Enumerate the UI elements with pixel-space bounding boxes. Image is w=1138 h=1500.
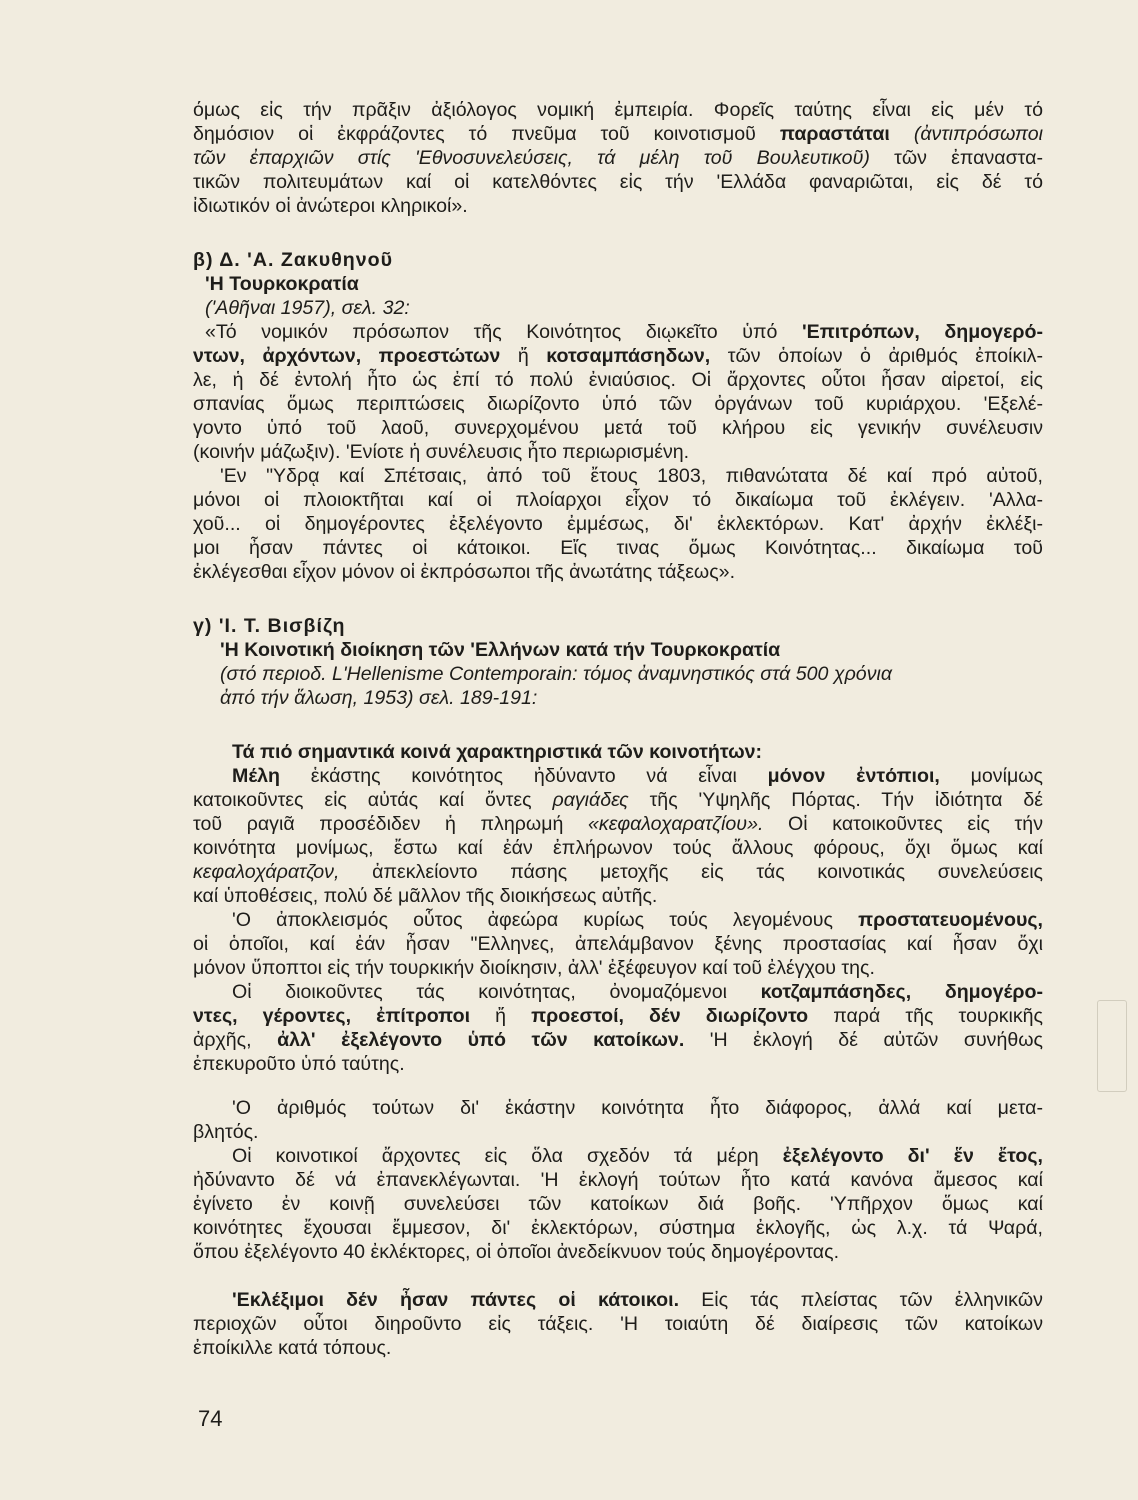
text-line: Οἱ διοικοῦντες τάς κοινότητας, ὀνομαζόμενοι κοτζαμπάσηδες, δημογέρο- [232, 981, 1043, 1003]
text-line: κοινότητα μονίμως, ἔστω καί ἐάν ἐπλήρωνον τούς ἄλλους φόρους, ὄχι ὅμως καί [193, 837, 1043, 859]
text-line: μόνοι οἱ πλοιοκτῆται καί οἱ πλοίαρχοι εἶχον τό δικαίωμα τοῦ ἐκλέγειν. 'Αλλα- [193, 489, 1043, 511]
work-title: 'Η Τουρκοκρατία [205, 273, 359, 295]
work-citation: (στό περιοδ. L'Hellenisme Contemporain: τόμος ἀναμνηστικός στά 500 χρόνια [220, 663, 893, 685]
text-line: 'Ο ἀριθμός τούτων δι' ἑκάστην κοινότητα ἦτο διάφορος, ἀλλά καί μετα- [232, 1097, 1043, 1119]
text-line: ἐκλέγεσθαι εἶχον μόνον οἱ ἐκπρόσωποι τῆς ἀνωτάτης τάξεως». [193, 561, 736, 583]
section-heading: γ) 'Ι. Τ. Βισβίζη [193, 615, 346, 637]
text-line: ντων, ἀρχόντων, προεστώτων ἤ κοτσαμπάσηδων, τῶν ὁποίων ὁ ἀριθμός ἐποίκιλ- [193, 345, 1043, 367]
text-line: ἐποίκιλλε κατά τόπους. [193, 1337, 392, 1359]
text-line: μοι ἦσαν πάντες οἱ κάτοικοι. Εἴς τινας ὅμως Κοινότητας... δικαίωμα τοῦ [193, 537, 1043, 559]
text-line: μόνον ὕποπτοι εἰς τήν τουρκικήν διοίκησιν, ἀλλ' ἐξέφευγον καί τοῦ ἐλέγχου της. [193, 957, 875, 979]
text-line: ἰδιωτικόν οἱ ἀνώτεροι κληρικοί». [193, 195, 468, 217]
text-line: «Τό νομικόν πρόσωπον τῆς Κοινότητος διῳκεῖτο ὑπό 'Επιτρόπων, δημογερό- [205, 321, 1043, 343]
section-heading: β) Δ. 'Α. Ζακυθηνοῦ [193, 249, 394, 271]
subheading: Τά πιό σημαντικά κοινά χαρακτηριστικά τῶν κοινοτήτων: [232, 741, 763, 763]
text-line: ὅπου ἐξελέγοντο 40 ἐκλέκτορες, οἱ ὁποῖοι ἀνεδείκνυον τούς δημογέροντας. [193, 1241, 840, 1263]
text-line: τοῦ ραγιᾶ προσέδιδεν ἡ πληρωμή «κεφαλοχαρατζίου». Οἱ κατοικοῦντες εἰς τήν [193, 813, 1043, 835]
text-line: όμως εἰς τήν πρᾶξιν ἀξιόλογος νομική ἐμπειρία. Φορεῖς ταύτης εἶναι εἰς μέν τό [193, 99, 1043, 121]
text-line: κατοικοῦντες εἰς αὐτάς καί ὄντες ραγιάδες τῆς 'Υψηλῆς Πόρτας. Τήν ἰδιότητα δέ [193, 789, 1043, 811]
text-line: καί ὑποθέσεις, πολύ δέ μᾶλλον τῆς διοικήσεως αὐτῆς. [193, 885, 658, 907]
text-line: κοινότητες ἔχουσαι ἔμμεσον, δι' ἐκλεκτόρων, σύστημα ἐκλογῆς, ὡς λ.χ. τά Ψαρά, [193, 1217, 1043, 1239]
text-line: ἐγίνετο ἐν κοινῇ συνελεύσει τῶν κατοίκων διά βοῆς. 'Υπῆρχον ὅμως καί [193, 1193, 1043, 1215]
text-line: (κοινήν μάζωξιν). 'Ενίοτε ἡ συνέλευσις ἦτο περιωρισμένη. [193, 441, 690, 463]
text-line: 'Εκλέξιμοι δέν ἦσαν πάντες οἱ κάτοικοι. Εἰς τάς πλείστας τῶν ἑλληνικῶν [232, 1289, 1043, 1311]
text-line: τῶν ἐπαρχιῶν στίς 'Εθνοσυνελεύσεις, τά μέλη τοῦ Βουλευτικοῦ) τῶν ἐπαναστα- [193, 147, 1043, 169]
text-line: 'Εν "Υδρᾳ καί Σπέτσαις, ἀπό τοῦ ἔτους 1803, πιθανώτατα δέ καί πρό αὐτοῦ, [220, 465, 1043, 487]
page-number: 74 [198, 1406, 223, 1431]
margin-mark [1097, 1000, 1127, 1092]
text-line: Μέλη ἑκάστης κοινότητος ἠδύναντο νά εἶναι μόνον ἐντόπιοι, μονίμως [232, 765, 1043, 787]
text-line: τικῶν πολιτευμάτων καί οἱ κατελθόντες εἰς τήν 'Ελλάδα φαναριῶται, εἰς δέ τό [193, 171, 1043, 193]
text-line: γοντο ὑπό τοῦ λαοῦ, συνερχομένου μετά τοῦ κλήρου εἰς γενικήν συνέλευσιν [193, 417, 1043, 439]
text-line: ἠδύναντο δέ νά ἐπανεκλέγωνται. 'Η ἐκλογή τούτων ἦτο κατά κανόνα ἄμεσος καί [193, 1169, 1043, 1191]
text-line: 'Ο ἀποκλεισμός οὗτος ἀφεώρα κυρίως τούς λεγομένους προστατευομένους, [232, 909, 1043, 931]
text-line: Οἱ κοινοτικοί ἄρχοντες εἰς ὅλα σχεδόν τά μέρη ἐξελέγοντο δι' ἕν ἔτος, [232, 1145, 1043, 1167]
work-title: 'Η Κοινοτική διοίκηση τῶν 'Ελλήνων κατά τήν Τουρκοκρατία [220, 639, 781, 661]
text-line: ντες, γέροντες, ἐπίτροποι ἤ προεστοί, δέν διωρίζοντο παρά τῆς τουρκικῆς [193, 1005, 1044, 1027]
text-line: κεφαλοχάρατζον, ἀπεκλείοντο πάσης μετοχῆς εἰς τάς κοινοτικάς συνελεύσεις [193, 861, 1043, 883]
text-line: ἐπεκυροῦτο ὑπό ταύτης. [193, 1053, 405, 1075]
text-line: χοῦ... οἱ δημογέροντες ἐξελέγοντο ἐμμέσως, δι' ἐκλεκτόρων. Κατ' ἀρχήν ἐκλέξι- [193, 513, 1043, 535]
work-citation: ἀπό τήν ἅλωση, 1953) σελ. 189-191: [220, 687, 538, 709]
text-line: οἱ ὁποῖοι, καί ἐάν ἦσαν "Ελληνες, ἀπελάμβανον ξένης προστασίας καί ἦσαν ὄχι [193, 933, 1043, 955]
text-line: ἀρχῆς, ἀλλ' ἐξελέγοντο ὑπό τῶν κατοίκων. 'Η ἐκλογή δέ αὐτῶν συνήθως [193, 1029, 1043, 1051]
text-line: σπανίας ὅμως περιπτώσεις διωρίζοντο ὑπό τῶν ὀργάνων τοῦ κυριάρχου. 'Εξελέ- [193, 393, 1043, 415]
text-line: λε, ἡ δέ ἐντολή ἦτο ὡς ἐπί τό πολύ ἐνιαύσιος. Οἱ ἄρχοντες οὗτοι ἦσαν αἱρετοί, εἰς [193, 369, 1043, 391]
text-line: βλητός. [193, 1121, 259, 1143]
text-line: δημόσιον οἱ ἐκφράζοντες τό πνεῦμα τοῦ κοινοτισμοῦ παραστάται (ἀντιπρόσωποι [193, 123, 1043, 145]
text-line: περιοχῶν οὗτοι διηροῦντο εἰς τάξεις. 'Η τοιαύτη δέ διαίρεσις τῶν κατοίκων [193, 1313, 1043, 1335]
work-citation: ('Αθῆναι 1957), σελ. 32: [205, 297, 410, 319]
